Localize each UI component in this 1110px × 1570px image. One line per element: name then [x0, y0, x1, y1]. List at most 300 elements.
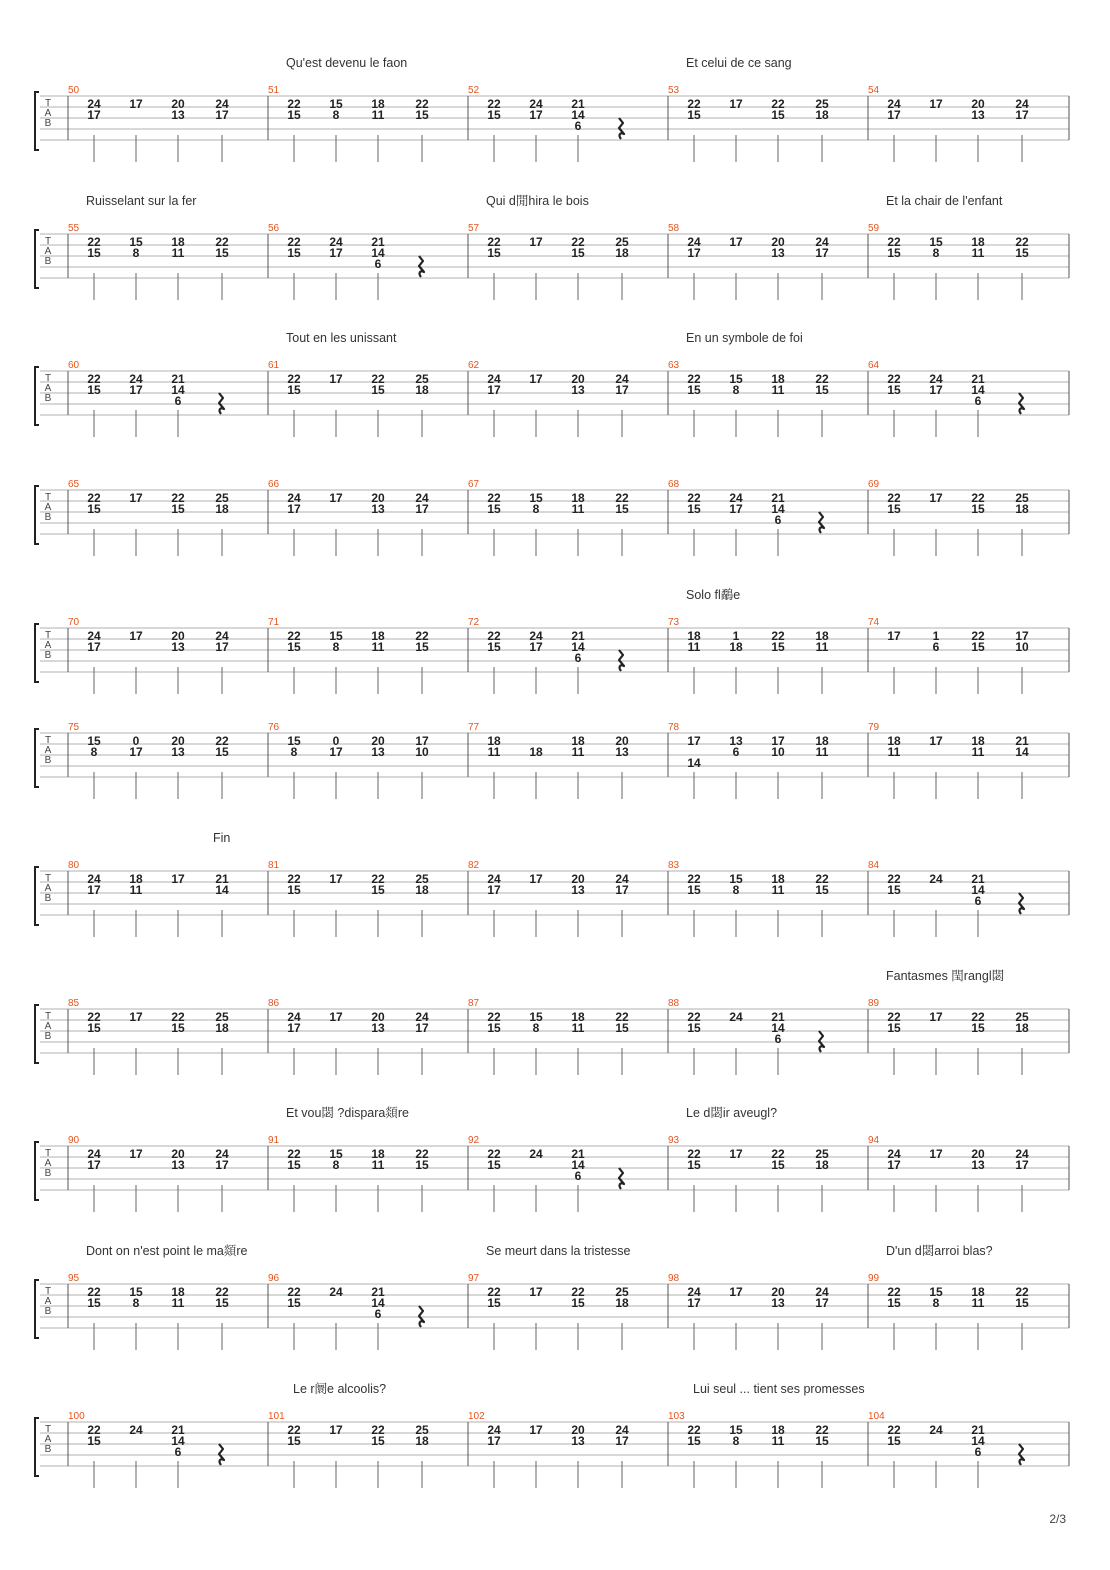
- lyric-text: Fin: [213, 831, 231, 845]
- fret-number: 22: [487, 97, 501, 111]
- measure-number: 57: [468, 223, 480, 234]
- fret-number: 17: [329, 1423, 343, 1437]
- fret-number: 18: [971, 235, 985, 249]
- measure-number: 69: [868, 479, 880, 490]
- measure-number: 93: [668, 1135, 680, 1146]
- lyric-text: Dont on n'est point le ma顃re: [86, 1244, 248, 1258]
- fret-number: 22: [571, 1285, 585, 1299]
- fret-number: 15: [287, 108, 301, 122]
- fret-number: 24: [287, 1010, 301, 1024]
- fret-number: 20: [971, 97, 985, 111]
- fret-number: 11: [887, 745, 901, 759]
- fret-number: 18: [487, 734, 501, 748]
- measure-number: 97: [468, 1273, 480, 1284]
- fret-number: 17: [815, 246, 829, 260]
- fret-number: 22: [287, 372, 301, 386]
- fret-number: 11: [971, 246, 985, 260]
- fret-number: 15: [529, 1010, 543, 1024]
- fret-number: 21: [971, 372, 985, 386]
- lyric-text: Lui seul ... tient ses promesses: [693, 1382, 865, 1396]
- system-bracket: [35, 92, 39, 150]
- measure-number: 64: [868, 360, 880, 371]
- fret-number: 20: [171, 629, 185, 643]
- fret-number: 13: [771, 1296, 785, 1310]
- fret-number: 1: [732, 629, 740, 643]
- fret-number: 15: [929, 235, 943, 249]
- fret-number: 17: [415, 1021, 429, 1035]
- fret-number: 22: [971, 491, 985, 505]
- fret-number: 15: [687, 1434, 701, 1448]
- fret-number: 17: [287, 502, 301, 516]
- fret-number: 24: [1015, 1147, 1029, 1161]
- measure-number: 83: [668, 860, 680, 871]
- tab-clef-letter: T: [44, 873, 52, 884]
- fret-number: 1: [932, 629, 940, 643]
- measure-number: 89: [868, 998, 880, 1009]
- fret-number: 24: [615, 872, 629, 886]
- fret-number: 15: [371, 383, 385, 397]
- tab-clef-letter: T: [44, 735, 52, 746]
- fret-number: 21: [571, 629, 585, 643]
- fret-number: 22: [287, 629, 301, 643]
- fret-number: 24: [415, 491, 429, 505]
- fret-number: 17: [771, 734, 785, 748]
- measure-number: 101: [268, 1411, 285, 1422]
- fret-number: 20: [971, 1147, 985, 1161]
- fret-number: 17: [729, 97, 743, 111]
- fret-number: 17: [329, 491, 343, 505]
- measure-number: 100: [68, 1411, 85, 1422]
- fret-number: 25: [815, 97, 829, 111]
- fret-number: 17: [129, 97, 143, 111]
- fret-number: 17: [529, 235, 543, 249]
- fret-number: 17: [929, 1010, 943, 1024]
- fret-number: 15: [287, 1434, 301, 1448]
- fret-number: 22: [371, 372, 385, 386]
- fret-number: 17: [687, 734, 701, 748]
- fret-number: 13: [371, 502, 385, 516]
- fret-number: 15: [887, 502, 901, 516]
- lyric-text: Et celui de ce sang: [686, 56, 792, 70]
- quarter-rest: [819, 512, 824, 533]
- fret-number: 24: [129, 372, 143, 386]
- fret-number: 6: [574, 651, 582, 665]
- fret-number: 18: [371, 97, 385, 111]
- fret-number: 15: [487, 1158, 501, 1172]
- fret-number: 17: [87, 640, 101, 654]
- fret-number: 14: [571, 1158, 585, 1172]
- measure-number: 80: [68, 860, 80, 871]
- measure-number: 50: [68, 85, 80, 96]
- fret-number: 17: [415, 734, 429, 748]
- measure-number: 60: [68, 360, 80, 371]
- fret-number: 24: [929, 872, 943, 886]
- fret-number: 18: [529, 745, 543, 759]
- measure-number: 78: [668, 722, 680, 733]
- fret-number: 15: [687, 502, 701, 516]
- fret-number: 11: [371, 108, 385, 122]
- fret-number: 13: [371, 1021, 385, 1035]
- fret-number: 15: [887, 1434, 901, 1448]
- fret-number: 11: [487, 745, 501, 759]
- fret-number: 8: [332, 108, 340, 122]
- fret-number: 6: [374, 257, 382, 271]
- measure-number: 84: [868, 860, 880, 871]
- measure-number: 92: [468, 1135, 480, 1146]
- fret-number: 22: [687, 872, 701, 886]
- fret-number: 15: [171, 502, 185, 516]
- fret-number: 22: [171, 1010, 185, 1024]
- fret-number: 15: [371, 883, 385, 897]
- fret-number: 24: [87, 1147, 101, 1161]
- fret-number: 14: [971, 383, 985, 397]
- measure-number: 76: [268, 722, 280, 733]
- fret-number: 22: [87, 1285, 101, 1299]
- fret-number: 22: [487, 491, 501, 505]
- fret-number: 11: [129, 883, 143, 897]
- fret-number: 20: [771, 235, 785, 249]
- measure-number: 86: [268, 998, 280, 1009]
- fret-number: 0: [132, 734, 140, 748]
- measure-number: 91: [268, 1135, 280, 1146]
- fret-number: 6: [374, 1307, 382, 1321]
- measure-number: 66: [268, 479, 280, 490]
- fret-number: 8: [932, 1296, 940, 1310]
- measure-number: 90: [68, 1135, 80, 1146]
- fret-number: 8: [932, 246, 940, 260]
- system-bracket: [35, 1005, 39, 1063]
- fret-number: 6: [974, 394, 982, 408]
- fret-number: 13: [971, 1158, 985, 1172]
- fret-number: 6: [974, 894, 982, 908]
- fret-number: 17: [487, 383, 501, 397]
- fret-number: 15: [687, 1158, 701, 1172]
- fret-number: 17: [887, 1158, 901, 1172]
- fret-number: 22: [415, 1147, 429, 1161]
- tab-clef-letter: T: [44, 98, 52, 109]
- fret-number: 15: [129, 1285, 143, 1299]
- fret-number: 15: [615, 502, 629, 516]
- fret-number: 11: [815, 745, 829, 759]
- fret-number: 17: [687, 1296, 701, 1310]
- fret-number: 17: [329, 872, 343, 886]
- fret-number: 15: [215, 745, 229, 759]
- fret-number: 15: [571, 246, 585, 260]
- measure-number: 51: [268, 85, 280, 96]
- fret-number: 11: [571, 1021, 585, 1035]
- fret-number: 22: [887, 1285, 901, 1299]
- fret-number: 11: [371, 1158, 385, 1172]
- quarter-rest: [619, 118, 624, 139]
- fret-number: 15: [87, 502, 101, 516]
- fret-number: 13: [171, 745, 185, 759]
- fret-number: 15: [371, 1434, 385, 1448]
- lyric-text: Ruisselant sur la fer: [86, 194, 197, 208]
- fret-number: 20: [571, 872, 585, 886]
- quarter-rest: [819, 1031, 824, 1052]
- fret-number: 22: [415, 629, 429, 643]
- fret-number: 15: [815, 1434, 829, 1448]
- fret-number: 15: [729, 372, 743, 386]
- fret-number: 11: [571, 502, 585, 516]
- fret-number: 21: [971, 872, 985, 886]
- fret-number: 8: [732, 883, 740, 897]
- fret-number: 15: [815, 883, 829, 897]
- fret-number: 24: [215, 1147, 229, 1161]
- fret-number: 18: [771, 372, 785, 386]
- measure-number: 104: [868, 1411, 885, 1422]
- fret-number: 21: [571, 97, 585, 111]
- tab-clef-letter: A: [44, 745, 52, 756]
- fret-number: 17: [529, 1285, 543, 1299]
- fret-number: 21: [371, 1285, 385, 1299]
- fret-number: 22: [771, 1147, 785, 1161]
- fret-number: 22: [571, 235, 585, 249]
- tab-clef-letter: T: [44, 373, 52, 384]
- fret-number: 24: [129, 1423, 143, 1437]
- fret-number: 24: [529, 1147, 543, 1161]
- fret-number: 13: [571, 883, 585, 897]
- fret-number: 10: [771, 745, 785, 759]
- fret-number: 22: [887, 235, 901, 249]
- measure-number: 82: [468, 860, 480, 871]
- fret-number: 15: [329, 97, 343, 111]
- fret-number: 14: [571, 640, 585, 654]
- fret-number: 24: [815, 1285, 829, 1299]
- fret-number: 8: [532, 502, 540, 516]
- fret-number: 22: [687, 1147, 701, 1161]
- fret-number: 15: [971, 640, 985, 654]
- fret-number: 17: [87, 108, 101, 122]
- fret-number: 17: [329, 246, 343, 260]
- fret-number: 18: [571, 491, 585, 505]
- fret-number: 15: [887, 883, 901, 897]
- measure-number: 98: [668, 1273, 680, 1284]
- measure-number: 68: [668, 479, 680, 490]
- tab-clef-letter: B: [44, 512, 52, 523]
- fret-number: 6: [574, 119, 582, 133]
- quarter-rest: [1019, 1444, 1024, 1465]
- fret-number: 22: [87, 372, 101, 386]
- fret-number: 22: [287, 1285, 301, 1299]
- fret-number: 15: [87, 1296, 101, 1310]
- fret-number: 22: [287, 1423, 301, 1437]
- fret-number: 6: [174, 394, 182, 408]
- fret-number: 14: [687, 756, 701, 770]
- fret-number: 17: [129, 745, 143, 759]
- fret-number: 15: [87, 734, 101, 748]
- fret-number: 22: [87, 235, 101, 249]
- tab-clef-letter: A: [44, 883, 52, 894]
- fret-number: 15: [87, 383, 101, 397]
- fret-number: 25: [415, 372, 429, 386]
- fret-number: 15: [87, 246, 101, 260]
- fret-number: 17: [215, 1158, 229, 1172]
- tab-clef-letter: T: [44, 1286, 52, 1297]
- fret-number: 22: [1015, 235, 1029, 249]
- fret-number: 22: [687, 1423, 701, 1437]
- fret-number: 21: [971, 1423, 985, 1437]
- fret-number: 15: [1015, 1296, 1029, 1310]
- fret-number: 21: [371, 235, 385, 249]
- fret-number: 17: [615, 1434, 629, 1448]
- fret-number: 25: [1015, 491, 1029, 505]
- fret-number: 15: [487, 108, 501, 122]
- fret-number: 15: [287, 640, 301, 654]
- fret-number: 15: [215, 1296, 229, 1310]
- lyric-text: Se meurt dans la tristesse: [486, 1244, 631, 1258]
- fret-number: 18: [571, 1010, 585, 1024]
- fret-number: 25: [615, 235, 629, 249]
- fret-number: 21: [771, 491, 785, 505]
- fret-number: 24: [487, 872, 501, 886]
- fret-number: 15: [815, 383, 829, 397]
- fret-number: 14: [171, 383, 185, 397]
- fret-number: 8: [532, 1021, 540, 1035]
- fret-number: 17: [815, 1296, 829, 1310]
- fret-number: 17: [929, 1147, 943, 1161]
- fret-number: 15: [687, 108, 701, 122]
- lyric-text: Qu'est devenu le faon: [286, 56, 408, 70]
- fret-number: 10: [415, 745, 429, 759]
- fret-number: 15: [729, 872, 743, 886]
- measure-number: 63: [668, 360, 680, 371]
- fret-number: 22: [87, 1423, 101, 1437]
- fret-number: 25: [615, 1285, 629, 1299]
- fret-number: 24: [1015, 97, 1029, 111]
- fret-number: 22: [487, 1010, 501, 1024]
- system-bracket: [35, 624, 39, 682]
- fret-number: 24: [687, 235, 701, 249]
- fret-number: 6: [932, 640, 940, 654]
- fret-number: 15: [615, 1021, 629, 1035]
- fret-number: 25: [415, 872, 429, 886]
- fret-number: 8: [290, 745, 298, 759]
- lyric-text: Le d閟ir aveugl?: [686, 1106, 778, 1120]
- fret-number: 17: [1015, 629, 1029, 643]
- fret-number: 13: [371, 745, 385, 759]
- fret-number: 22: [371, 872, 385, 886]
- tab-clef-letter: B: [44, 1306, 52, 1317]
- fret-number: 17: [529, 108, 543, 122]
- fret-number: 22: [887, 372, 901, 386]
- fret-number: 17: [171, 872, 185, 886]
- fret-number: 6: [774, 1032, 782, 1046]
- measure-number: 70: [68, 617, 80, 628]
- fret-number: 13: [771, 246, 785, 260]
- measure-number: 59: [868, 223, 880, 234]
- fret-number: 14: [571, 108, 585, 122]
- tab-clef-letter: T: [44, 236, 52, 247]
- measure-number: 55: [68, 223, 80, 234]
- measure-number: 52: [468, 85, 480, 96]
- fret-number: 18: [887, 734, 901, 748]
- measure-number: 73: [668, 617, 680, 628]
- fret-number: 22: [415, 97, 429, 111]
- tab-clef-letter: A: [44, 1158, 52, 1169]
- fret-number: 15: [887, 1021, 901, 1035]
- fret-number: 24: [687, 1285, 701, 1299]
- fret-number: 22: [815, 1423, 829, 1437]
- fret-number: 15: [415, 640, 429, 654]
- fret-number: 11: [771, 883, 785, 897]
- tab-clef-letter: B: [44, 393, 52, 404]
- measure-number: 94: [868, 1135, 880, 1146]
- fret-number: 22: [87, 491, 101, 505]
- fret-number: 17: [729, 235, 743, 249]
- fret-number: 20: [171, 97, 185, 111]
- fret-number: 18: [615, 246, 629, 260]
- fret-number: 14: [215, 883, 229, 897]
- fret-number: 24: [929, 372, 943, 386]
- fret-number: 20: [571, 372, 585, 386]
- tab-clef-letter: T: [44, 492, 52, 503]
- tab-clef-letter: B: [44, 256, 52, 267]
- fret-number: 10: [1015, 640, 1029, 654]
- fret-number: 8: [732, 1434, 740, 1448]
- fret-number: 24: [815, 235, 829, 249]
- fret-number: 13: [171, 1158, 185, 1172]
- tab-clef-letter: T: [44, 630, 52, 641]
- fret-number: 21: [171, 372, 185, 386]
- fret-number: 17: [615, 383, 629, 397]
- fret-number: 22: [287, 235, 301, 249]
- fret-number: 24: [887, 97, 901, 111]
- measure-number: 88: [668, 998, 680, 1009]
- fret-number: 15: [329, 629, 343, 643]
- fret-number: 17: [487, 883, 501, 897]
- fret-number: 22: [487, 629, 501, 643]
- fret-number: 18: [815, 1158, 829, 1172]
- fret-number: 15: [729, 1423, 743, 1437]
- fret-number: 24: [615, 1423, 629, 1437]
- fret-number: 17: [87, 883, 101, 897]
- system-bracket: [35, 1142, 39, 1200]
- fret-number: 15: [87, 1434, 101, 1448]
- system-bracket: [35, 1418, 39, 1476]
- fret-number: 13: [171, 640, 185, 654]
- fret-number: 18: [415, 883, 429, 897]
- fret-number: 24: [215, 97, 229, 111]
- fret-number: 25: [1015, 1010, 1029, 1024]
- system-bracket: [35, 367, 39, 425]
- fret-number: 15: [415, 108, 429, 122]
- fret-number: 15: [287, 246, 301, 260]
- fret-number: 17: [1015, 1158, 1029, 1172]
- fret-number: 17: [129, 629, 143, 643]
- fret-number: 22: [971, 1010, 985, 1024]
- fret-number: 14: [371, 246, 385, 260]
- fret-number: 11: [571, 745, 585, 759]
- lyric-text: Qui d閒hira le bois: [486, 194, 589, 208]
- fret-number: 15: [215, 246, 229, 260]
- fret-number: 17: [729, 502, 743, 516]
- fret-number: 24: [287, 491, 301, 505]
- fret-number: 17: [415, 502, 429, 516]
- fret-number: 24: [87, 872, 101, 886]
- fret-number: 17: [529, 640, 543, 654]
- fret-number: 25: [215, 1010, 229, 1024]
- fret-number: 15: [171, 1021, 185, 1035]
- fret-number: 22: [87, 1010, 101, 1024]
- tab-clef-letter: T: [44, 1011, 52, 1022]
- system-bracket: [35, 867, 39, 925]
- tab-clef-letter: B: [44, 1031, 52, 1042]
- fret-number: 11: [815, 640, 829, 654]
- fret-number: 15: [687, 883, 701, 897]
- fret-number: 22: [887, 1423, 901, 1437]
- lyric-text: D'un d閟arroi blas?: [886, 1244, 993, 1258]
